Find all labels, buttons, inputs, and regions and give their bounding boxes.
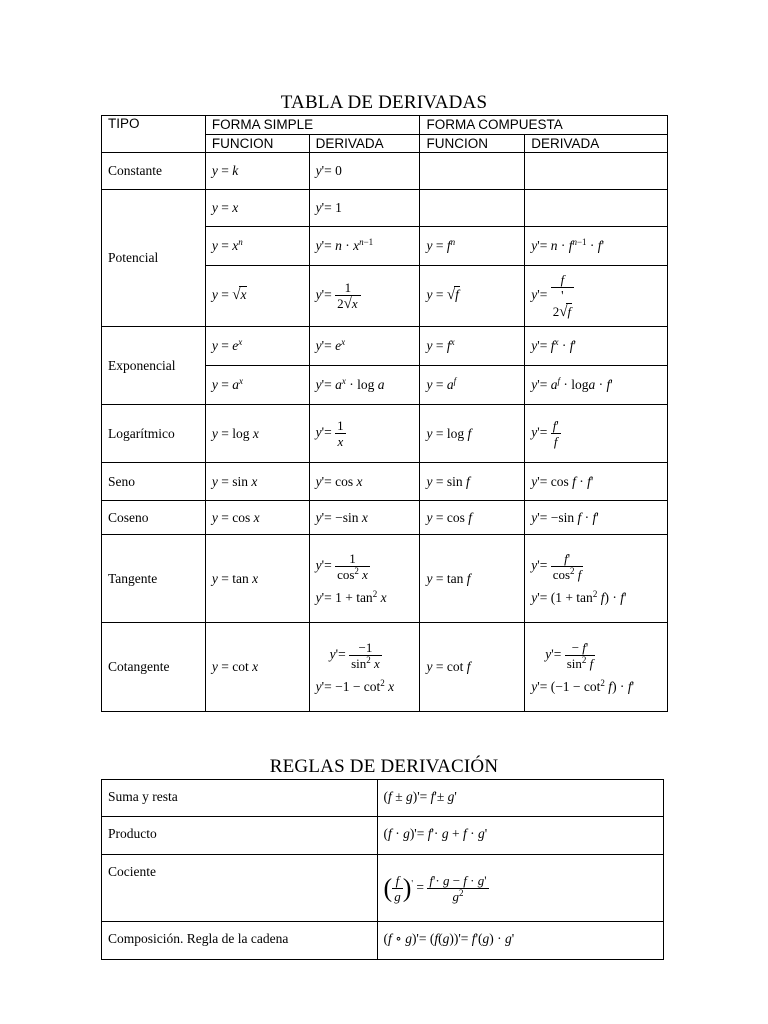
formula-cell: $y = f^x$ <box>420 327 525 366</box>
type-constante: Constante <box>102 153 206 190</box>
formula-cell: y = tan f <box>420 535 525 623</box>
header-forma-simple: FORMA SIMPLE <box>205 116 420 135</box>
type-coseno: Coseno <box>102 501 206 535</box>
header-funcion-simple: FUNCION <box>205 135 309 153</box>
formula-cell: (f ± g)'= f'± g' <box>377 780 663 817</box>
rules-title: REGLAS DE DERIVACIÓN <box>269 756 499 777</box>
formula-cell: $y'= a^x \cdot \log a$ <box>309 366 420 405</box>
formula-cell: y = x <box>205 190 309 227</box>
formula-cell: $y = e^x$ <box>205 327 309 366</box>
formula-cell: y = cos x <box>205 501 309 535</box>
formula-cell: ( $\frac{f}{g}$ )' = $\frac{f'\cdot g - f \cdot g'}{g^2}$ <box>377 855 663 922</box>
formula-cell: y'= 0 <box>309 153 420 190</box>
formula-cell: y'= −sin x <box>309 501 420 535</box>
formula-cell: y = cot x <box>205 623 309 712</box>
formula-cell: y'= $\frac{1}{\cos^2 x}$ $y'= 1 + \tan^2 x$ <box>309 535 420 623</box>
rules-table <box>101 779 664 960</box>
derivatives-table <box>101 115 668 712</box>
header-derivada-simple: DERIVADA <box>309 135 420 153</box>
formula-cell: y'= $\frac{f'}{f}$ <box>525 405 668 463</box>
formula-cell: y = sin x <box>205 463 309 501</box>
type-cotangente: Cotangente <box>102 623 206 712</box>
formula-cell: $y'= n \cdot x^{n-1}$ <box>309 227 420 266</box>
type-exponencial: Exponencial <box>102 327 206 405</box>
formula-cell: y'= $\frac{-1}{\sin^2 x}$ $y'= -1 - \cot^2 x$ <box>309 623 420 712</box>
formula-cell: y = log x <box>205 405 309 463</box>
formula-cell <box>525 153 668 190</box>
formula-cell: y'= cos f · f' <box>525 463 668 501</box>
formula-cell <box>525 190 668 227</box>
header-derivada-compuesta: DERIVADA <box>525 135 668 153</box>
formula-cell: y'= $\frac{- f'}{\sin^2 f}$ $y'= (-1 - \cot^2 f) \cdot f'$ <box>525 623 668 712</box>
header-funcion-compuesta: FUNCION <box>420 135 525 153</box>
formula-cell: y'= $\frac{1}{x}$ <box>309 405 420 463</box>
header-tipo: TIPO <box>102 116 206 153</box>
formula-cell: y'= −sin f · f' <box>525 501 668 535</box>
formula-cell: (f · g)'= f'· g + f · g' <box>377 817 663 855</box>
formula-cell: $y'= e^x$ <box>309 327 420 366</box>
formula-cell <box>420 190 525 227</box>
formula-cell: y'= $\frac{1}{2√x}$ <box>309 266 420 327</box>
rule-composicion: Composición. Regla de la cadena <box>102 922 378 960</box>
formula-cell: y'= cos x <box>309 463 420 501</box>
formula-cell: y'= 1 <box>309 190 420 227</box>
formula-cell: y = tan x <box>205 535 309 623</box>
type-potencial: Potencial <box>102 190 206 327</box>
formula-cell: y = sin f <box>420 463 525 501</box>
formula-cell: $y = x^n$ <box>205 227 309 266</box>
formula-cell <box>420 153 525 190</box>
formula-cell: y'= f ' 2√f <box>525 266 668 327</box>
formula-cell: y = log f <box>420 405 525 463</box>
type-seno: Seno <box>102 463 206 501</box>
formula-cell: y'= $\frac{f'}{\cos^2 f}$ $y'= (1 + \tan^2 f) \cdot f'$ <box>525 535 668 623</box>
formula-cell: y = √f <box>420 266 525 327</box>
formula-cell: $y'= n \cdot f^{n-1} \cdot f'$ <box>525 227 668 266</box>
formula-cell: $y = a^f$ <box>420 366 525 405</box>
formula-cell: y = k <box>205 153 309 190</box>
header-forma-compuesta: FORMA COMPUESTA <box>420 116 668 135</box>
formula-cell: y = √x <box>205 266 309 327</box>
formula-cell: $y'= a^f \cdot \log a \cdot f'$ <box>525 366 668 405</box>
formula-cell: $y'= f^x \cdot f'$ <box>525 327 668 366</box>
formula-cell: $y = a^x$ <box>205 366 309 405</box>
formula-cell: y = cos f <box>420 501 525 535</box>
formula-cell: y = cot f <box>420 623 525 712</box>
table-derivatives-title: TABLA DE DERIVADAS <box>280 92 488 113</box>
type-logaritmico: Logarítmico <box>102 405 206 463</box>
rule-cociente: Cociente <box>102 855 378 922</box>
rule-producto: Producto <box>102 817 378 855</box>
formula-cell: (f ∘ g)'= (f(g))'= f'(g) · g' <box>377 922 663 960</box>
rule-suma: Suma y resta <box>102 780 378 817</box>
formula-cell: $y = f^n$ <box>420 227 525 266</box>
type-tangente: Tangente <box>102 535 206 623</box>
